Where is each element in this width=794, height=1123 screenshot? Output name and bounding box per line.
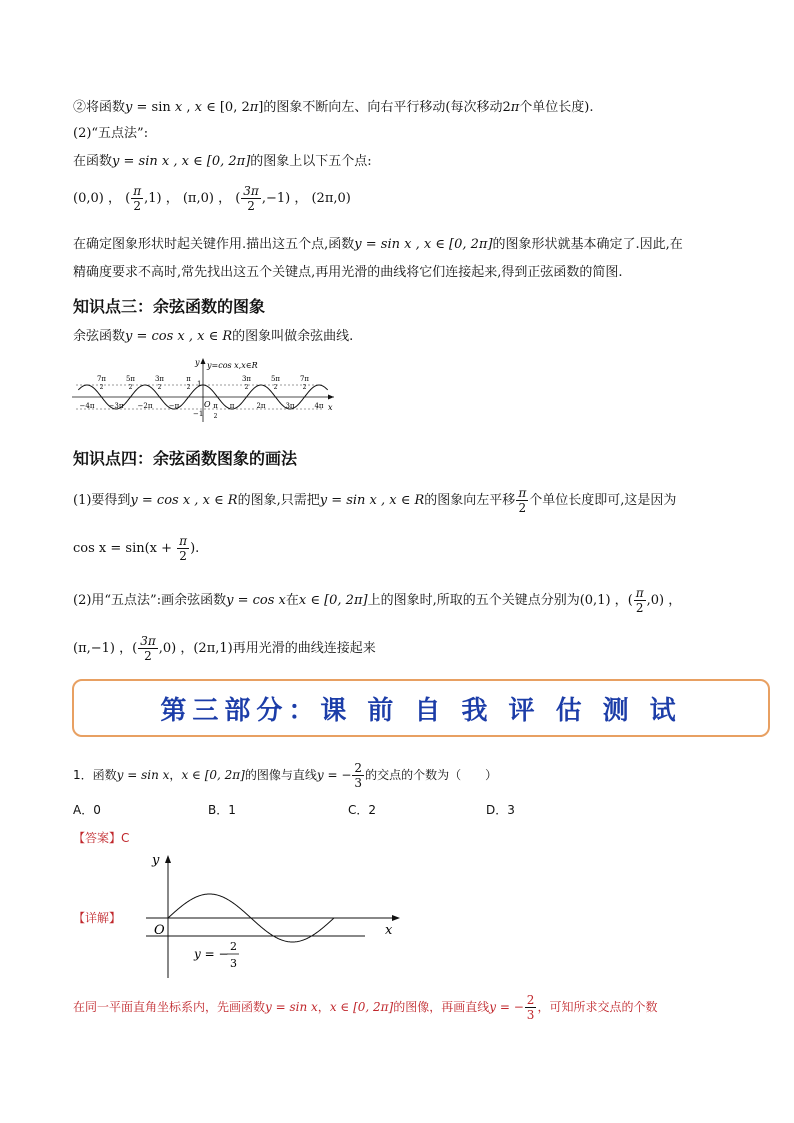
text-segment: 在函数 [73, 154, 113, 169]
text-segment: 的图象向左平移 [424, 493, 516, 508]
detail-label: 【详解】 [73, 911, 122, 925]
separator: ， [290, 191, 308, 206]
numerator: 2 [526, 993, 535, 1007]
denominator: 2 [144, 649, 152, 663]
point: ,1) [144, 191, 162, 206]
numerator: 3π [243, 184, 259, 198]
text-segment: 的图像，再画直线 [393, 1000, 490, 1014]
math-var: π [510, 100, 520, 115]
tick-label-half: π [213, 402, 218, 410]
paren: ( [627, 593, 633, 608]
separator: ， [176, 641, 194, 656]
text-segment: , [182, 100, 195, 115]
explanation [73, 992, 657, 1022]
tick-label-bottom: 2π [256, 402, 266, 410]
fraction [177, 534, 189, 563]
text-segment: ， [317, 1000, 330, 1014]
fraction [138, 634, 158, 663]
x-label: x [328, 403, 333, 412]
math-expr: y = cos x [226, 593, 286, 608]
text-segment: 上的图象时,所取的五个关键点分别为 [367, 593, 580, 608]
para-4-1 [73, 486, 676, 516]
denominator: 2 [247, 199, 255, 213]
denominator: 2 [133, 199, 141, 213]
numerator: π [179, 534, 188, 548]
math-expr: y = cos x , x ∈ R [125, 329, 233, 344]
paren: ( [125, 191, 131, 206]
denominator: 2 [635, 601, 644, 615]
para-4-4 [73, 634, 376, 664]
text-line-1 [73, 99, 594, 117]
line-label: y = − [194, 947, 229, 961]
point: (0,0) [73, 191, 104, 206]
text-segment: 余弦函数 [73, 329, 126, 344]
section-banner [72, 679, 770, 737]
fraction [352, 761, 364, 790]
graph-title: y=cos x,x∈R [207, 361, 258, 370]
math-expr: cos x = sin(x + [73, 541, 177, 556]
math-expr: y = − [316, 768, 352, 782]
paren: ( [235, 191, 241, 206]
numerator: π [133, 184, 142, 198]
para-1 [73, 236, 683, 254]
separator: ， [610, 593, 628, 608]
text-segment: (1)要得到 [73, 493, 131, 508]
para-2: 精确度要求不高时,常先找出这五个关键点,再用光滑的曲线将它们连接起来,得到正弦函数的简图. [73, 265, 623, 280]
separator: ， [213, 191, 232, 206]
tick-label-top-den: 2 [157, 384, 162, 391]
tick-label-bottom: 3π [285, 402, 295, 410]
tick-label-top-den: 2 [128, 384, 133, 391]
heading-4: 知识点四：余弦函数图象的画法 [73, 449, 298, 468]
math-expr: y = sin x , x ∈ [0, 2π] [354, 237, 493, 252]
line-label-num: 2 [230, 940, 237, 953]
answer-value: C [121, 831, 130, 845]
option-c: C．2 [348, 803, 377, 817]
tick-label-bottom: π [229, 402, 235, 410]
math-expr: y = − [489, 1000, 524, 1014]
y-arrow [165, 855, 171, 863]
math-expr: y = sin x [265, 1000, 318, 1014]
question-1 [73, 760, 497, 790]
tick-label-top: 3π [241, 375, 252, 383]
paren: ( [132, 641, 138, 656]
text-segment: 的图象形状就基本确定了.因此,在 [492, 237, 683, 252]
tick-label-top: 5π [125, 375, 136, 383]
numerator: 3π [140, 634, 156, 648]
tick-label-top: 7π [96, 375, 107, 383]
tick-label-bottom: −2π [137, 402, 153, 410]
denominator: 2 [179, 549, 187, 563]
text-segment: ，可知所求交点的个数 [537, 1000, 658, 1014]
math-expr: x ∈ [0, 2π] [329, 1000, 394, 1014]
tick-label-top-den: 2 [186, 384, 191, 391]
sine-graph [140, 850, 405, 980]
separator: ， [114, 641, 133, 656]
point: ,−1) [261, 191, 291, 206]
origin-label: O [204, 400, 211, 409]
text-segment: 在同一平面直角坐标系内，先画函数 [73, 1000, 266, 1014]
point: ,0) [158, 641, 177, 656]
tick-label-top: 5π [270, 375, 281, 383]
heading-3: 知识点三：余弦函数的图象 [73, 297, 266, 316]
para-4-2 [73, 534, 199, 564]
math-expr: y = cos x , x ∈ R [130, 493, 238, 508]
fraction [131, 184, 143, 213]
x-arrow [392, 915, 400, 921]
line-label-den: 3 [230, 957, 237, 970]
cosine-graph [72, 356, 338, 424]
fraction [525, 993, 537, 1022]
point: (0,1) [579, 593, 611, 608]
separator: ， [664, 593, 682, 608]
math-expr: ). [190, 541, 200, 556]
fraction [634, 586, 646, 615]
point: ,0) [646, 593, 665, 608]
option-b: B．1 [208, 803, 236, 817]
math-expr: y = sin x [116, 768, 170, 782]
y-one-label: 1 [197, 380, 202, 388]
answer-label: 【答案】 [73, 831, 122, 845]
tick-label-bottom: 4π [314, 402, 324, 410]
para-4-3 [73, 586, 681, 616]
math-text: ] [258, 100, 264, 115]
banner-title: 第三部分：课 前 自 我 评 估 测 试 [160, 695, 682, 726]
y-minus-one-label: −1 [193, 410, 204, 418]
tick-label-top: 7π [299, 375, 310, 383]
text-segment: 的图像与直线 [244, 768, 317, 782]
point: (π,0) [182, 191, 214, 206]
separator: ， [161, 191, 179, 206]
option-d: D．3 [486, 803, 515, 817]
fraction [241, 184, 261, 213]
text-segment: ， [169, 768, 182, 782]
tick-label-half-den: 2 [213, 413, 218, 420]
cos-definition [73, 328, 353, 346]
x-arrow [328, 395, 334, 400]
math-var: x [194, 100, 202, 115]
option-a: A．0 [73, 803, 101, 817]
point: (2π,1) [193, 641, 233, 656]
math-var: y [125, 100, 133, 115]
tick-label-bottom: −π [168, 402, 180, 410]
math-var: x [174, 100, 183, 115]
tick-label-bottom: −3π [108, 402, 124, 410]
math-expr: y = sin x , x ∈ R [319, 493, 425, 508]
five-points [73, 184, 351, 214]
text-segment: 个单位长度). [519, 100, 594, 115]
text-segment: 再用光滑的曲线连接起来 [232, 641, 376, 656]
text-segment: 在 [285, 593, 299, 608]
tick-label-top-den: 2 [302, 384, 307, 391]
text-line-3 [73, 153, 372, 171]
math-var: π [249, 100, 259, 115]
numerator: π [518, 486, 527, 500]
text-segment: 的图象叫做余弦曲线. [232, 329, 354, 344]
math-text: = sin [132, 100, 175, 115]
denominator: 2 [518, 501, 527, 515]
tick-label-bottom: −4π [79, 402, 95, 410]
text-segment: 1．函数 [73, 768, 117, 782]
math-expr: y = sin x , x ∈ [0, 2π] [112, 154, 251, 169]
text-segment: 的图象不断向左、向右平行移动(每次移动 [263, 100, 503, 115]
fraction [516, 486, 528, 515]
tick-label-top: π [186, 375, 191, 383]
numerator: 2 [354, 761, 363, 775]
denominator: 3 [526, 1008, 535, 1022]
tick-label-top-den: 2 [273, 384, 278, 391]
tick-label-top-den: 2 [244, 384, 249, 391]
text-segment: (2)用“五点法”:画余弦函数 [73, 593, 227, 608]
math-text: ∈ [0, 2 [201, 100, 250, 115]
math-expr: x ∈ [0, 2π] [181, 768, 245, 782]
origin-label: O [154, 923, 165, 938]
text-segment: 的图象,只需把 [237, 493, 320, 508]
x-label: x [385, 923, 393, 938]
math-text: 2 [502, 100, 511, 115]
tick-label-top-den: 2 [99, 384, 104, 391]
point: (π,−1) [73, 641, 115, 656]
text-line-2: (2)“五点法”: [73, 126, 149, 141]
point: (2π,0) [311, 191, 351, 206]
y-arrow [201, 358, 206, 364]
answer [73, 829, 129, 847]
tick-label-top: 3π [154, 375, 165, 383]
separator: ， [103, 191, 121, 206]
numerator: π [635, 586, 644, 600]
text-segment: ②将函数 [73, 100, 126, 115]
denominator: 3 [354, 776, 363, 790]
text-segment: 个单位长度即可,这是因为 [529, 493, 677, 508]
text-segment: 在确定图象形状时起关键作用.描出这五个点,函数 [73, 237, 355, 252]
text-segment: 的交点的个数为（ ） [365, 768, 498, 782]
y-label: y [152, 853, 160, 868]
text-segment: 的图象上以下五个点: [250, 154, 372, 169]
y-label: y [195, 358, 200, 367]
math-expr: x ∈ [0, 2π] [298, 593, 368, 608]
